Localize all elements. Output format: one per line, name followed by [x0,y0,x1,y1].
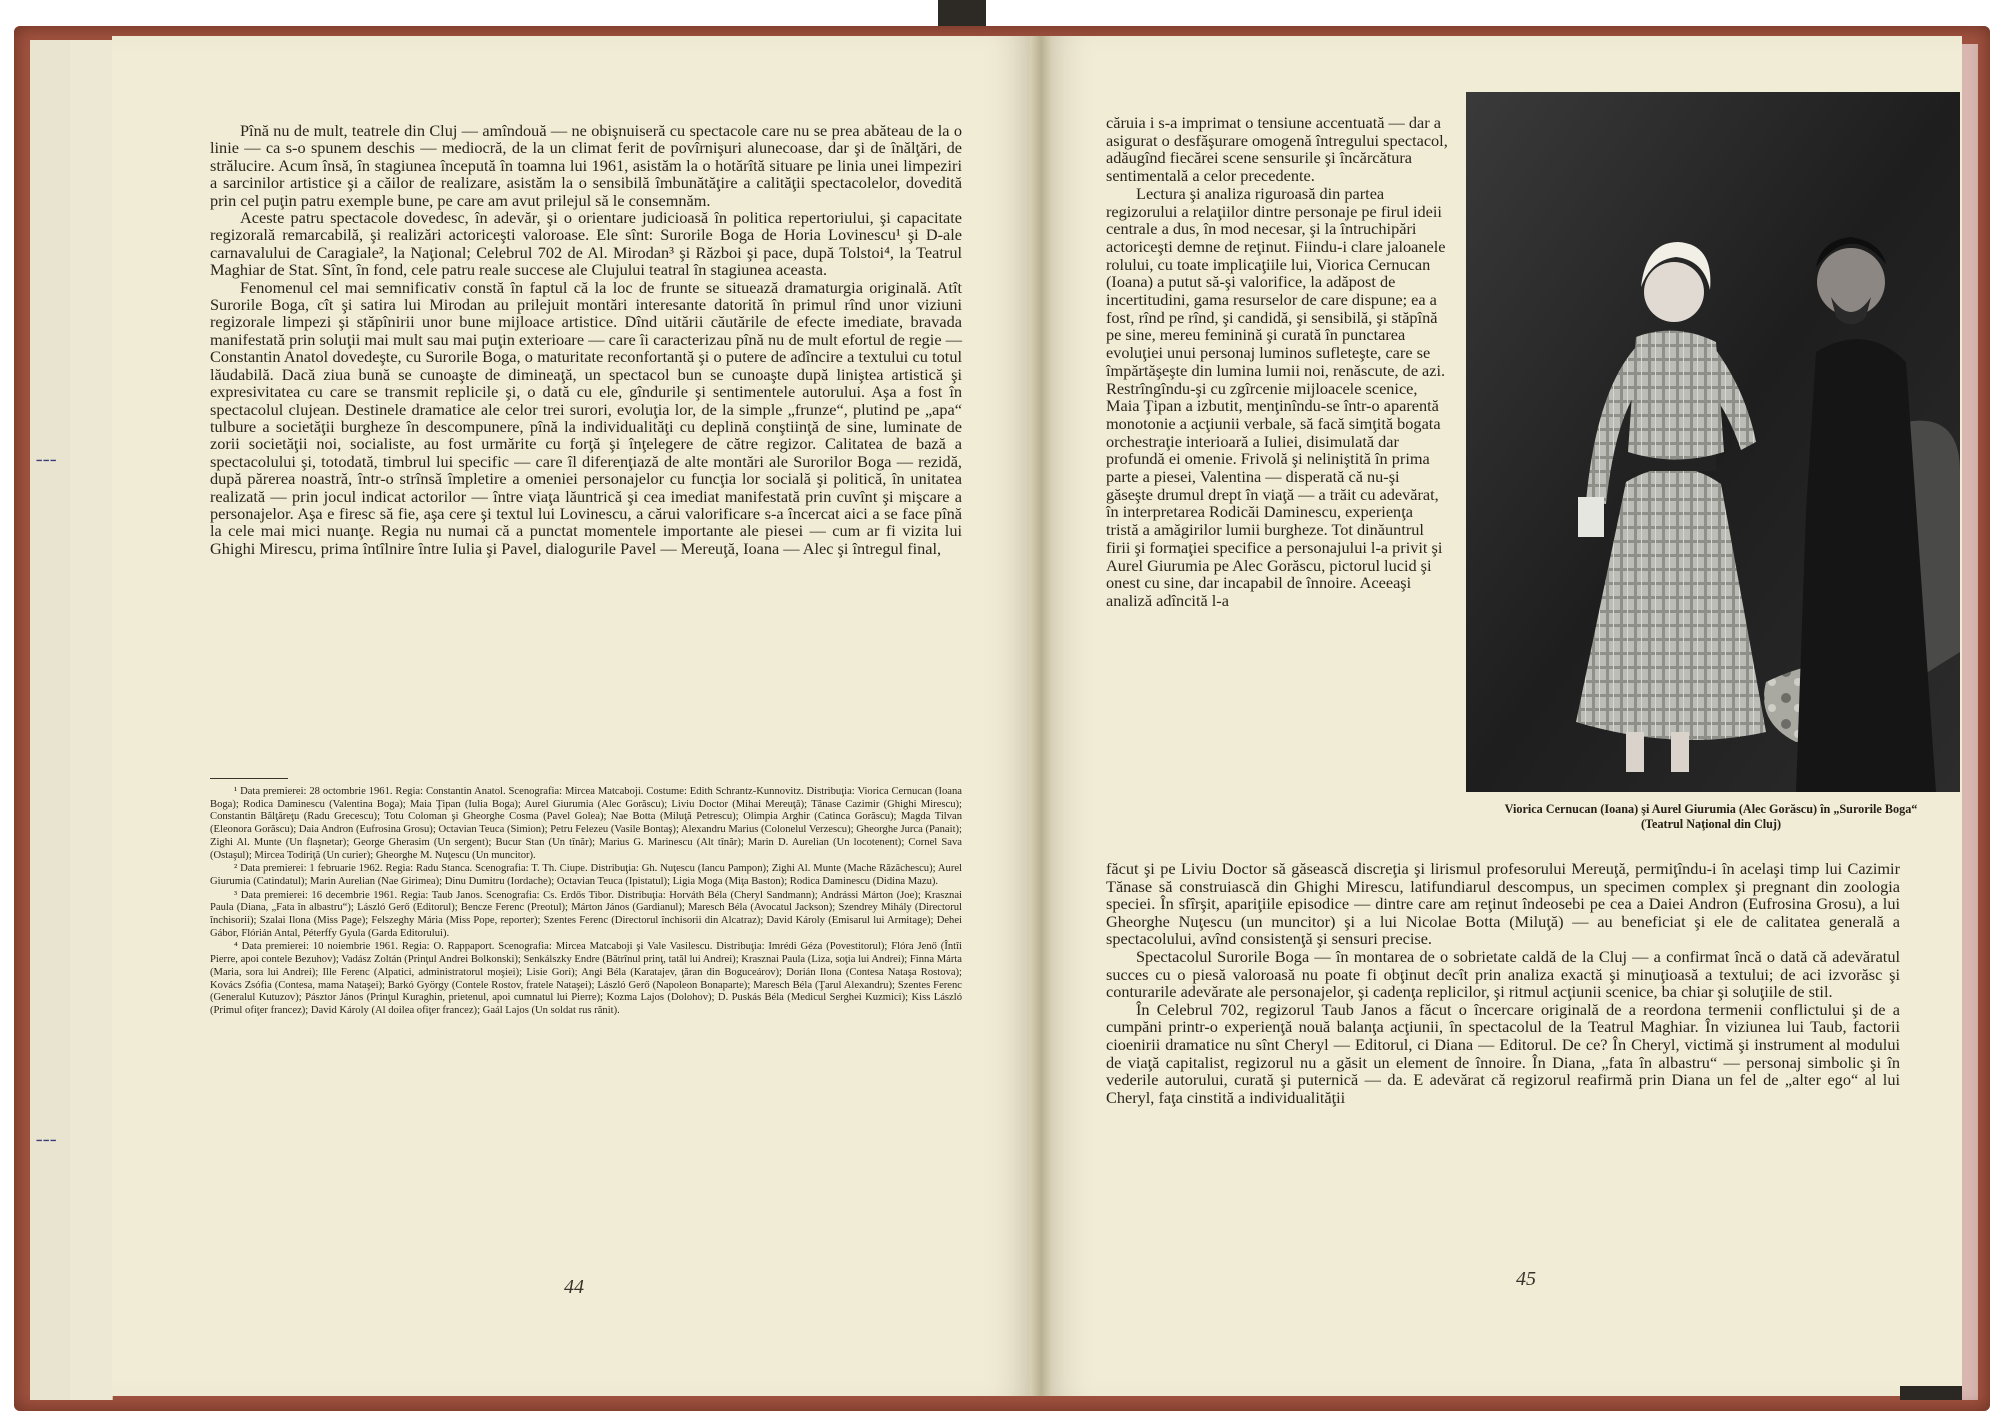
paragraph: Lectura şi analiza riguroasă din partea regizorului a relaţiilor dintre personaje pe firul ideii centrale a dus, în mod necesar, şi la întruchipări actoriceşti demne de reţinut. Fiindu-i clare jaloanele rolului, cu toate implicaţiile lui, Viorica Cernucan (Ioana) a putut să-şi valorifice, la adăpost de incertitudini, gama resurselor de care dispune; ea a fost, rînd pe rînd, şi candidă, şi sensibilă, şi stăpînă pe sine, mereu feminină şi curată în punctarea evoluţiei unui personaj luminos sufleteşte, care se împărtăşeşte din lumina lumii noi, renăscute, de azi. Restrîngîndu-şi cu zgîrcenie mijloacele scenice, Maia Ţipan a izbutit, menţinîndu-se într-o aparentă monotonie a acţiunii verbale, să facă simţită bogata orchestraţie interioară a Iuliei, disimulată dar profundă ei omenie. Frivolă şi neliniştită în prima parte a piesei, Valentina — disperată că nu-şi găseşte drumul drept în viaţă — a trăit cu adevărat, în interpretarea Rodicăi Daminescu, experienţa tristă a amăgirilor lumii burgheze. Tot dinăuntrul firii şi formaţiei specifice a personajului l-a privit şi Aurel Giurumia pe Alec Gorăscu, pictorul lucid şi onest cu sine, dar incapabil de înnoire. Aceeaşi analiză adîncită l-a [1106,183,1446,610]
right-page-body [1106,860,1900,1106]
footnotes [210,786,962,1018]
stage-photo [1466,92,1960,792]
page-edges-left [30,40,71,1400]
paragraph: Spectacolul Surorile Boga — în montarea de o sobrietate caldă de la Cluj — a confirmat încă o dată că adevăratul succes cu o piesă valoroasă nu poate fi obţinut decît prin analiza exactă şi minuţioasă a textului; de aci izvorăsc şi conturarile adevărate ale personajelor, şi cadenţa replicilor, şi ritmul acţiunii scenice, ba chiar şi soluţiile de stil. [1106,946,1900,1002]
paragraph: Pînă nu de mult, teatrele din Cluj — amîndouă — ne obişnuiseră cu spectacole care nu se prea abăteau de la o linie — ca s-o spunem deschis — mediocră, de la un climat ferit de povîrnişuri alunecoase, dar şi de înălţări, de strălucire. Acum însă, în stagiunea începută în toamna lui 1961, asistăm la o hotărîtă situare pe linia unei limpeziri a sarcinilor artistice şi a căilor de realizare, asistăm la o sensibilă îmbunătăţire a calităţii spectacolelor, dovedită prin cel puţin patru exemple bune, pe care am avut prilejul să le consemnăm. [210,121,962,210]
footnote-rule [210,778,288,779]
footnote: ⁴ Data premierei: 10 noiembrie 1961. Regia: O. Rappaport. Scenografia: Mircea Matcaboji şi Vale Vasilescu. Distribuţia: Imrédi Géza (Povestitorul); Flóra Jenő (Întîi Pierre, apoi contele Bezuhov); Vadász Zoltán (Prinţul Andrei Bolkonski); Senkálszky Endre (Bătrînul prinţ, tatăl lui Andrei); Krasznai Paula (Liza, soţia lui Andrei); Finna Márta (Maria, sora lui Andrei); Ille Ferenc (Alpatici, administratorul moşiei); Lisie Gori); Angi Béla (Karatajev, ţăran din Boguceárov); Dorián Ilona (Contesa Nataşa Rostova); Kovács Zsófia (Contesa, mama Nataşei); Barkó György (Contele Rostov, fratele Nataşei); László Gerő (Napoleon Bonaparte); Maresch Béla (Ţarul Alexandru); Szentes Ferenc (Generalul Kutuzov); Pásztor János (Prinţul Kuraghin, prietenul, apoi cumnatul lui Pierre); Kozma Lajos (Dolohov); D. Puskás Béla (Medicul Serghei Kuzmici); Kiss László (Primul ofiţer francez); David Károly (Al doilea ofiţer francez); Gaál Lajos (Un soldat rus rănit). [210,941,962,1016]
right-page-column [1106,114,1448,610]
paragraph: Fenomenul cel mai semnificativ constă în faptul că la loc de frunte se situează dramaturgia originală. Atît Surorile Boga, cît şi satira lui Mirodan au prilejuit montări interesante datorită în primul rînd unor viziuni regizorale limpezi şi stăpînirii unor bune mijloace artistice. Dînd uitării căutările de efecte imediate, bravada manifestată prin soluţii mai mult sau mai puţin exterioare — care îi caracterizau pînă nu de mult efortul de regie — Constantin Anatol dovedeşte, cu Surorile Boga, o maturitate reconfortantă şi o putere de adîncire a textului cu totul lăudabilă. Dacă ziua bună se cunoaşte de dimineaţă, un spectacol bun se cunoaşte după liniştea artistică şi expresivitatea cu care se transmit replicile şi, o dată cu ele, gîndurile şi sentimentele autorului. Aşa a fost în spectacolul clujean. Destinele dramatice ale celor trei surori, evoluţia lor, de la simple „frunze“, plutind pe „apa“ tulbure a societăţii burgheze în descompunere, pînă la individualităţi cu deplină conştiinţă de sine, luminate de zorii societăţii noi, socialiste, au fost urmărite cu forţă şi înţelegere de către regizor. Calitatea de bază a spectacolului şi, totodată, timbrul lui specific — care îl diferenţiază de alte montări ale Surorilor Boga — rezidă, după părerea noastră, într-o strînsă împletire a omeniei personajelor cu funcţia lor socială şi politică, în unitatea realizată — prin jocul indicat actorilor — între viaţa lăuntrică şi cea imediat manifestată prin cuvînt şi mişcare a personajelor. Aşa e firesc să fie, aşa cere şi textul lui Lovinescu, a cărui valorificare s-a încercat aici a se face pînă la cele mai mici nuanţe. Regia nu numai că a punctat momentele importante ale piesei — cum ar fi vizita lui Ghighi Mirescu, prima întîlnire între Iulia şi Pavel, dialogurile Pavel — Mereuţă, Ioana — Alec şi întregul final, [210,277,962,558]
page-edges-left-inner [70,40,113,1400]
footnote: ¹ Data premierei: 28 octombrie 1961. Regia: Constantin Anatol. Scenografia: Mircea Matcaboji. Costume: Edith Schrantz-Kunnovitz. Distribuţia: Viorica Cernucan (Ioana Boga); Rodica Daminescu (Valentina Boga); Maia Ţipan (Iulia Boga); Aurel Giurumia (Alec Gorăscu); Liviu Doctor (Mihai Mereuţă); Tănase Cazimir (Ghighi Mirescu); Constantin Bălţăreţu (Radu Grecescu); Totu Coloman şi Gheorghe Cosma (Pavel Golea); Nae Botta (Miluţă Petrescu); Olimpia Arghir (Catinca Gorăscu); Magda Tilvan (Eleonora Gorăscu); Daia Andron (Eufrosina Grosu); Octavian Teuca (Simion); Petru Felezeu (Vasile Bontaş); Alexandru Marius (Colonelul Verzescu); Gheorghe Jurca (Panait); Zighi Al. Munte (Un flaşnetar); George Gherasim (Un sergent); Bucur Stan (Un tînăr); Marius G. Marinescu (Alt tînăr); Marin D. Aurelian (Un locotenent); Cornel Sava (Ostaşul); Mircea Todiriţă (Un curier); Gheorghe M. Nuţescu (Un muncitor). [210,786,962,861]
page-number-right: 45 [1516,1268,1536,1290]
book-top-tab [938,0,986,28]
margin-ink-mark: ┆ [34,455,56,466]
margin-ink-mark-lower: ┆ [34,1135,56,1146]
book-gutter [1030,36,1052,1396]
paragraph: În Celebrul 702, regizorul Taub Janos a făcut o încercare originală de a reordona termenii conflictului şi de a cumpăni printr-o experienţă nouă balanţa acţiunii, în spectacolul de la Teatrul Maghiar. În viziunea lui Taub, factorii cioenirii dramatice nu sînt Cheryl — Editorul, ci Diana — Editorul. De ce? În Cheryl, victimă şi instrument al modului de viaţă capitalist, regizorul nu a găsit un element de înnoire. În Diana, „fata în albastru“ — personaj simbolic şi în vederile autorului, curată şi puternică — da. E adevărat că regizorul reafirmă prin Diana un fel de „alter ego“ al lui Cheryl, faţa cinstită a individualităţii [1106,999,1900,1107]
paragraph: Aceste patru spectacole dovedesc, în adevăr, şi o orientare judicioasă în politica repertoriului, şi capacitate regizorală remarcabilă, şi realizări actoriceşti valoroase. Ele sînt: Surorile Boga de Horia Lovinescu¹ şi D-ale carnavalului de Caragiale², la Naţional; Celebrul 702 de Al. Mirodan³ şi Război şi pace, după Tolstoi⁴, la Teatrul Maghiar de Stat. Sînt, în fond, cele patru reale succese ale Clujului teatral în stagiunea aceasta. [210,208,962,280]
paragraph: căruia i s-a imprimat o tensiune accentuată — dar a asigurat o desfăşurare omogenă întregului spectacol, adăugînd fiecărei scene sensurile şi încărcătura sentimentală a celor precedente. [1106,113,1448,186]
photo-caption: Viorica Cernucan (Ioana) şi Aurel Giurumia (Alec Gorăscu) în „Surorile Boga“ (Teatrul Naţional din Cluj) [1504,802,1918,831]
spine-label [1900,1386,1962,1400]
footnote: ² Data premierei: 1 februarie 1962. Regia: Radu Stanca. Scenografia: T. Th. Ciupe. Distribuţia: Gh. Nuţescu (Iancu Pampon); Zighi Al. Munte (Mache Răzăchescu); Aurel Giurumia (Catindatul); Marin Aurelian (Nae Girimea); Dinu Dumitru (Iordache); Octavian Teuca (Ipistatul); Ligia Moga (Miţa Baston); Rodica Daminescu (Didina Mazu). [210,863,962,887]
left-page-body [210,122,962,557]
footnote: ³ Data premierei: 16 decembrie 1961. Regia: Taub Janos. Scenografia: Cs. Erdős Tibor. Distribuţia: Horváth Béla (Cheryl Sandmann); Andrássi Márton (Joe); Krasznai Paula (Diana, „Fata în albastru“); László Gerő (Editorul); Bencze Ferenc (Preotul); Márton János (Gardianul); Maresch Béla (Avocatul Jackson); Szendrey Mihály (Directorul închisorii); Szalai Ilona (Miss Page); Felszeghy Mária (Miss Pope, reporter); Szentes Ferenc (Directorul închisorii din Alcatraz); David Károly (Emisarul lui Armitage); Dehei Gábor, Flórián Antal, Péterffy Gyula (Garda Editorului). [210,889,962,939]
page-number-left: 44 [564,1276,584,1298]
paragraph: făcut şi pe Liviu Doctor să găsească discreţia şi lirismul profesorului Mereuţă, permiţîndu-i în acelaşi timp lui Cazimir Tănase să construiască din Ghighi Mirescu, latifundiarul descompus, un specimen complex şi pregnant din zoologia speciei. În sfîrşit, apariţiile episodice — dintre care am reţinut îndeosebi pe cea a Daiei Andron (Eufrosina Grosu), a lui Gheorghe Nuţescu (un muncitor) şi a lui Nicolae Botta (Miluţă) — au beneficiat şi ele de calitatea generală a spectacolului, avînd consistenţă şi sensuri precise. [1106,859,1900,949]
stage-photo-image [1466,92,1960,792]
